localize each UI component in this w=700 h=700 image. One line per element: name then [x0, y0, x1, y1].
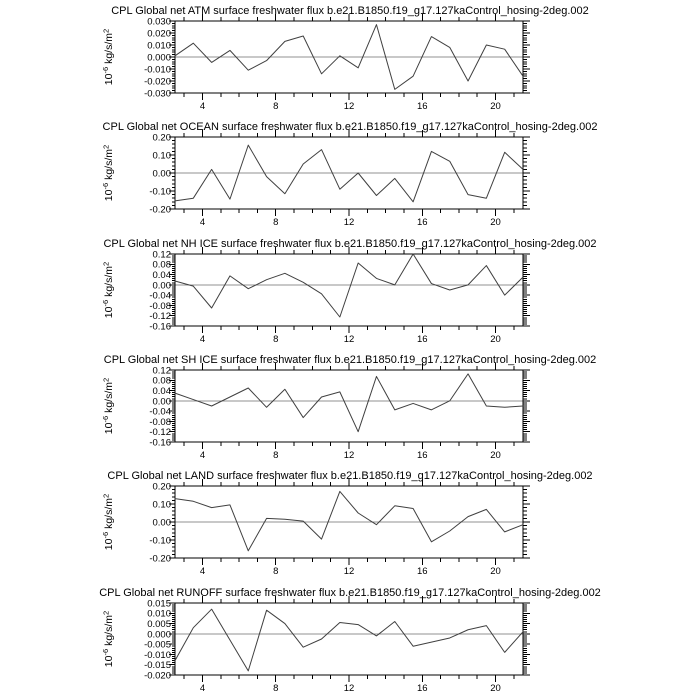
svg-text:20: 20 [490, 217, 501, 228]
svg-text:0.015: 0.015 [147, 598, 171, 610]
svg-text:-0.08: -0.08 [149, 300, 171, 312]
svg-text:4: 4 [199, 566, 206, 577]
svg-text:10-6 kg/s/m2: $10^{-6}$ $kg/s/m^2$ [101, 28, 115, 86]
svg-text:0.00: 0.00 [152, 168, 171, 180]
svg-text:0.08: 0.08 [152, 259, 171, 271]
svg-text:4: 4 [199, 334, 206, 345]
svg-text:0.010: 0.010 [147, 608, 171, 620]
svg-text:20: 20 [490, 334, 501, 345]
svg-text:-0.005: -0.005 [144, 639, 171, 651]
svg-text:-0.10: -0.10 [149, 186, 171, 198]
chart-nh-ice [101, 247, 530, 345]
svg-text:10-6 kg/s/m2: $10^{-6}$ $kg/s/m^2$ [101, 610, 115, 668]
svg-text:8: 8 [273, 101, 279, 112]
svg-text:8: 8 [273, 334, 279, 345]
svg-text:16: 16 [416, 683, 428, 694]
chart-title-land: CPL Global net LAND surface freshwater flux b.e21.B1850.f19_g17.127kaControl_hosing-2deg.002 [107, 470, 593, 482]
svg-text:0.030: 0.030 [147, 16, 171, 28]
svg-text:0.005: 0.005 [147, 618, 171, 630]
svg-text:12: 12 [343, 683, 355, 694]
svg-text:8: 8 [273, 683, 279, 694]
svg-text:8: 8 [273, 217, 279, 228]
svg-text:0.020: 0.020 [147, 28, 171, 40]
svg-text:0.10: 0.10 [152, 499, 171, 511]
svg-text:-0.16: -0.16 [149, 321, 171, 333]
svg-text:20: 20 [490, 683, 501, 694]
svg-text:20: 20 [490, 450, 501, 461]
chart-runoff-series-line [175, 609, 523, 671]
svg-text:4: 4 [199, 217, 206, 228]
svg-text:10-6 kg/s/m2: $10^{-6}$ $kg/s/m^2$ [101, 493, 115, 551]
svg-text:8: 8 [273, 450, 279, 461]
svg-text:10-6 kg/s/m2: $10^{-6}$ $kg/s/m^2$ [101, 144, 115, 202]
chart-land [101, 479, 530, 577]
svg-text:-0.020: -0.020 [144, 76, 171, 88]
svg-text:16: 16 [416, 566, 428, 577]
svg-text:20: 20 [490, 101, 501, 112]
chart-title-sh-ice: CPL Global net SH ICE surface freshwater flux b.e21.B1850.f19_g17.127kaControl_hosing-2deg.002 [103, 354, 597, 366]
svg-text:-0.10: -0.10 [149, 535, 171, 547]
svg-text:12: 12 [343, 101, 355, 112]
svg-text:-0.015: -0.015 [144, 660, 171, 672]
svg-text:-0.04: -0.04 [149, 290, 171, 302]
svg-text:12: 12 [343, 566, 355, 577]
svg-text:0.04: 0.04 [152, 269, 171, 281]
svg-text:0.00: 0.00 [152, 517, 171, 529]
svg-text:-0.20: -0.20 [149, 553, 171, 565]
svg-text:4: 4 [199, 683, 206, 694]
svg-text:0.00: 0.00 [152, 396, 171, 408]
svg-text:16: 16 [416, 217, 428, 228]
svg-text:-0.20: -0.20 [149, 204, 171, 216]
svg-text:8: 8 [273, 566, 279, 577]
chart-sh-ice-series-line [175, 374, 523, 432]
svg-text:4: 4 [199, 450, 206, 461]
chart-title-atm: CPL Global net ATM surface freshwater flux b.e21.B1850.f19_g17.127kaControl_hosing-2deg.002 [111, 5, 589, 17]
svg-text:20: 20 [490, 566, 501, 577]
svg-text:0.000: 0.000 [147, 629, 171, 641]
svg-text:0.12: 0.12 [152, 249, 171, 261]
chart-nh-ice-series-line [175, 254, 523, 317]
svg-text:0.04: 0.04 [152, 385, 171, 397]
svg-text:0.00: 0.00 [152, 280, 171, 292]
svg-text:16: 16 [416, 450, 428, 461]
svg-text:0.20: 0.20 [152, 132, 171, 144]
chart-runoff [101, 596, 530, 694]
svg-text:0.12: 0.12 [152, 365, 171, 377]
svg-text:-0.12: -0.12 [149, 427, 171, 439]
svg-text:10-6 kg/s/m2: $10^{-6}$ $kg/s/m^2$ [101, 377, 115, 435]
svg-text:12: 12 [343, 334, 355, 345]
chart-title-ocean: CPL Global net OCEAN surface freshwater flux b.e21.B1850.f19_g17.127kaControl_hosing-2deg.002 [102, 121, 598, 133]
chart-land-series-line [175, 491, 523, 550]
chart-atm [101, 14, 530, 112]
svg-text:4: 4 [199, 101, 206, 112]
chart-sh-ice [101, 363, 530, 461]
svg-text:12: 12 [343, 217, 355, 228]
chart-ocean [101, 130, 530, 228]
svg-text:0.10: 0.10 [152, 150, 171, 162]
svg-text:-0.020: -0.020 [144, 670, 171, 682]
svg-text:-0.08: -0.08 [149, 416, 171, 428]
chart-title-nh-ice: CPL Global net NH ICE surface freshwater flux b.e21.B1850.f19_g17.127kaControl_hosing-2deg.002 [103, 238, 597, 250]
svg-text:10-6 kg/s/m2: $10^{-6}$ $kg/s/m^2$ [101, 261, 115, 319]
svg-text:-0.010: -0.010 [144, 649, 171, 661]
svg-text:0.000: 0.000 [147, 52, 171, 64]
svg-text:0.08: 0.08 [152, 375, 171, 387]
svg-text:-0.04: -0.04 [149, 406, 171, 418]
svg-text:16: 16 [416, 334, 428, 345]
svg-text:-0.030: -0.030 [144, 88, 171, 100]
svg-text:0.20: 0.20 [152, 481, 171, 493]
svg-text:0.010: 0.010 [147, 40, 171, 52]
svg-text:16: 16 [416, 101, 428, 112]
svg-text:-0.16: -0.16 [149, 437, 171, 449]
svg-text:12: 12 [343, 450, 355, 461]
chart-title-runoff: CPL Global net RUNOFF surface freshwater flux b.e21.B1850.f19_g17.127kaControl_hosing-2deg.002 [99, 587, 601, 599]
svg-text:-0.010: -0.010 [144, 64, 171, 76]
svg-text:-0.12: -0.12 [149, 311, 171, 323]
